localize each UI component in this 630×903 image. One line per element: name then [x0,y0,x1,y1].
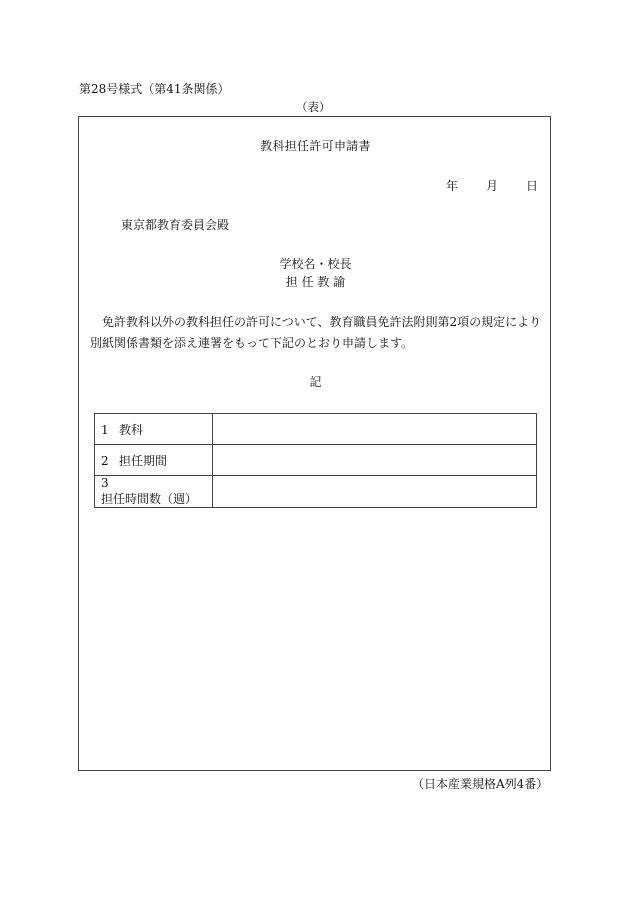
date-month: 月 [485,179,498,193]
table-row [95,476,537,508]
subject-value-field[interactable] [213,414,537,445]
row-number: 2 [101,453,109,468]
school-principal-label: 学校名・校長 [279,257,352,271]
table-row [95,445,537,476]
side-label: （表） [296,100,331,114]
table-row [95,414,537,445]
row-number: 1 [101,422,109,437]
homeroom-teacher-label: 担 任 教 諭 [285,275,346,289]
ki-marker: 記 [309,375,322,389]
body-text [90,312,542,354]
date-year: 年 [445,179,458,193]
application-form-frame [78,116,551,771]
row-label: 担任時間数（週） [101,492,198,506]
period-value-field[interactable] [213,445,537,476]
row-label-period [95,445,213,476]
form-number: 第28号様式（第41条関係） [79,82,230,96]
applicant-block [79,255,552,291]
details-table [94,413,537,508]
row-label: 教科 [119,422,144,437]
paper-size-note: （日本産業規格A列4番） [412,777,549,791]
row-label-hours [95,476,213,508]
body-line-1: 免許教科以外の教科担任の許可について、教育職員免許法附則第2項の規定により [102,315,542,329]
row-number: 3 [101,476,109,490]
addressee: 東京都教育委員会殿 [121,218,230,232]
row-label-subject [95,414,213,445]
date-day: 日 [525,179,538,193]
date-line [446,177,538,194]
form-title: 教科担任許可申請書 [260,139,371,153]
body-line-2: 別紙関係書類を添え連署をもって下記のとおり申請します。 [90,336,414,350]
row-label: 担任期間 [119,453,168,468]
hours-value-field[interactable] [213,476,537,508]
